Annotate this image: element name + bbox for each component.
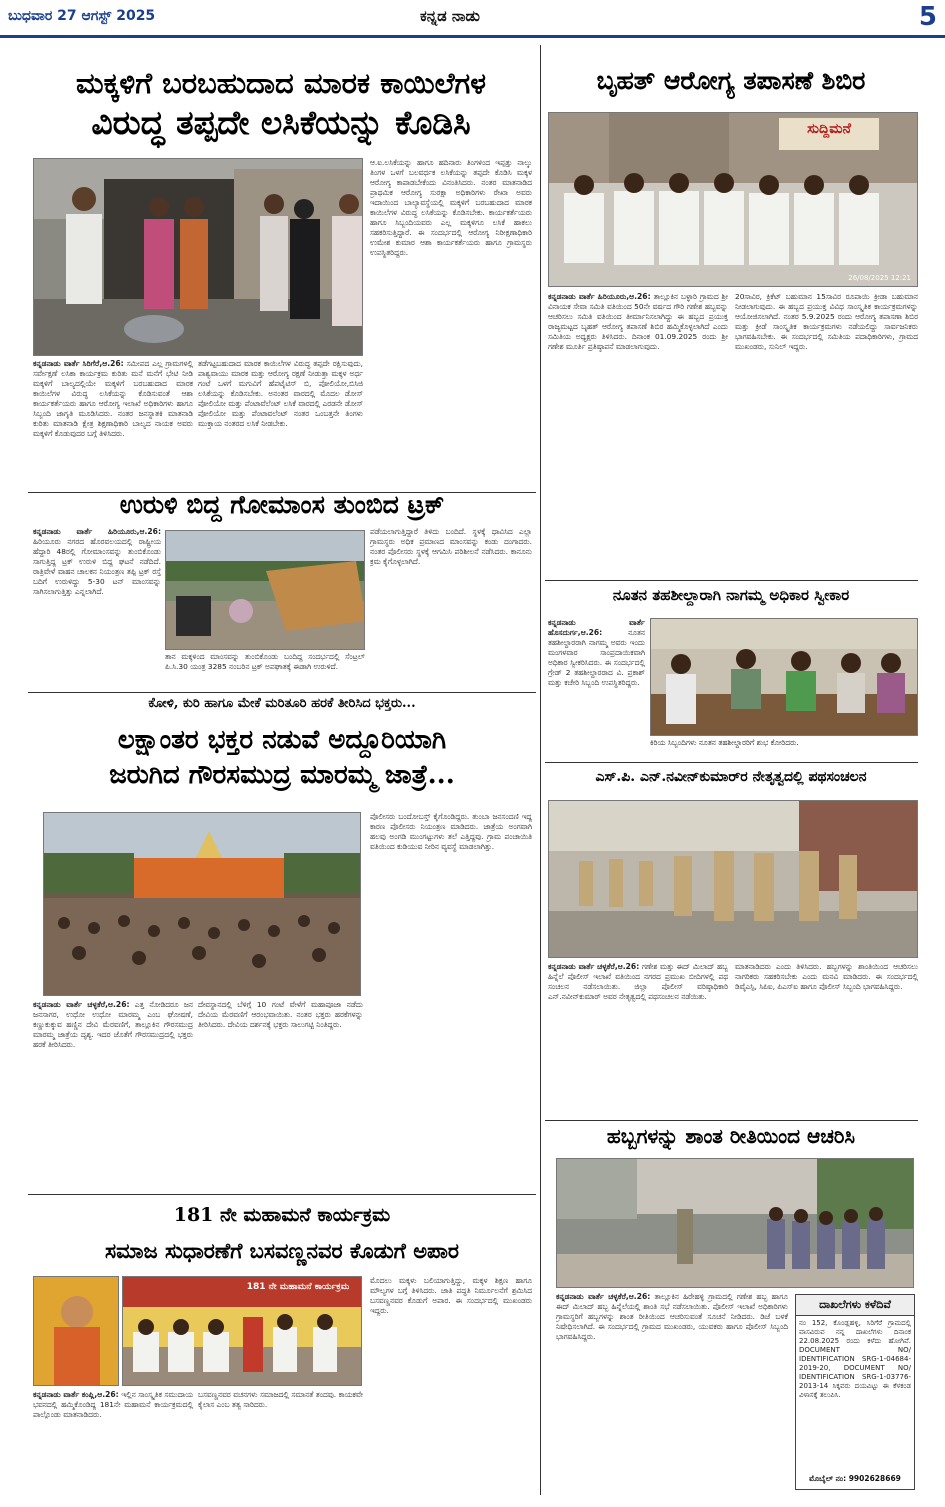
notice-body: ನಂ 152, ಕೊಂಡ್ಲಹಳ್ಳಿ, ಸಿರಿಗೆರೆ ಗ್ರಾಮದಲ್ಲಿ ವಾಸವಿರುವ ನನ್ನ ದಾಖಲೆಗಳು ದಿನಾಂಕ 22.08.2025 ರಂದು ಕಳೆದು ಹೋಗಿವೆ. DOCUMENT NO/ IDENTIFICATION SRG-1-04684-2019-20, DOCUMENT NO/ IDENTIFICATION SRG-1-03776-2013-14 ಸಿಕ್ಕವರು ದಯವಿಟ್ಟು ಈ ಕೆಳಕಂಡ ವಿಳಾಸಕ್ಕೆ ತಲುಪಿಸಿ. xyxy=(799,1319,911,1399)
story2-col1-text: ತಾಲ್ಲೂಕಿನ ಬಳ್ಳಾರಿ ಗ್ರಾಮದ ಶ್ರೀ ವಿನಾಯಕ ಸೇವಾ ಸಮಿತಿ ವತಿಯಿಂದ 50ನೇ ವರ್ಷದ ಗೌರಿ ಗಣೇಶ ಹಬ್ಬವನ್ನು ಆಚರಿಸಲು ಸಮಿತಿ ವತಿಯಿಂದ ತೀರ್ಮಾನಿಸಲಾಗಿದ್ದು ಈ ಹಬ್ಬದ ಪ್ರಯುಕ್ತ ರಾಜ್ಯಮಟ್ಟದ ಬೃಹತ್ ಆರೋಗ್ಯ ತಪಾಸಣೆ ಶಿಬಿರ ಹಮ್ಮಿಕೊಳ್ಳಲಾಗಿದೆ ಎಂದು ಸಮಿತಿಯ ಅಧ್ಯಕ್ಷರು ತಿಳಿಸಿದರು. ದಿನಾಂಕ 01.09.2025 ರಂದು ಶ್ರೀ ಗಣೇಶ ಮೂರ್ತಿ ಪ್ರತಿಷ್ಠಾಪನೆ ಮಾಡಲಾಗುವುದು. xyxy=(548,292,728,351)
story6-col1 xyxy=(548,962,728,1120)
story1-dateline: ಸಿರಿಗೆರೆ,ಆ.26: xyxy=(82,359,124,368)
story7-col1-text: ಇಲ್ಲಿನ ಸಾಂಸ್ಕೃತಿಕ ಸಮುದಾಯ ಭವನದಲ್ಲಿ ಹಮ್ಮಿಕೊಂಡಿದ್ದ 181ನೇ ಮಹಾಮನೆ ಕಾರ್ಯಕ್ರಮದಲ್ಲಿ ಪಾಲ್ಗೊಂಡು ಮಾತನಾಡಿದರು. xyxy=(33,1390,193,1419)
divider xyxy=(28,1194,536,1195)
story4-caption: ಕಿರಿಯ ಸಿಬ್ಬಂದಿಗಳು ನೂತನ ತಹಶೀಲ್ದಾರರಿಗೆ ಶುಭ ಕೋರಿದರು. xyxy=(650,738,799,747)
story1-col2: ತಡೆಗಟ್ಟಬಹುದಾದ ಮಾರಕ ಕಾಯಿಲೆಗಳ ವಿರುದ್ಧ ತಪ್ಪದೇ ರಕ್ಷಿಸುವುದು, ಪಾಶ್ವವಾಯು ಮಾರಕ ಮತ್ತು ಆರೋಗ್ಯ ರಕ್ಷಣೆ ನೀಡುತ್ತಾ ಮಕ್ಕಳ ಅರ್ಧ ಗಂಟೆ ಒಳಗೆ ಮಗುವಿಗೆ ಹೆಪಟೈಟಿಸ್ ಬಿ, ಪೋಲಿಯೋ,ಬಿಸಿಜಿ ಲಸಿಕೆಯನ್ನು ಕೊಡಿಸಬೇಕು. ಅನಂತರ ವಾರದಲ್ಲಿ ಮೊದಲ ಡೋಸ್ ಪೋಲಿಯೋ ಮತ್ತು ಪೆಂಟಾವೆಲೆಂಟ್ ಲಸಿಕೆ ವಾರದಲ್ಲಿ ಎರಡನೇ ಡೋಸ್ ಪೋಲಿಯೋ ಮತ್ತು ಪೆಂಟಾವಲೆಂಟ್ ನಂತರ ಒಂಬತ್ತನೇ ತಿಂಗಳು ಮುಕ್ತಾಯ ನಂತರದ ಲಸಿಕೆ ನೀಡಬೇಕು. xyxy=(198,359,363,428)
jatre-photo xyxy=(43,812,361,996)
divider xyxy=(28,692,536,693)
story2-byline: ಕನ್ನಡನಾಡು ವಾರ್ತೆ xyxy=(548,292,595,301)
story1-col3: ಆ.ಐ.ಲಸಿಕೆಯನ್ನು ಹಾಗೂ ಹದಿನಾರು ತಿಂಗಳಿಂದ ಇಪ್ಪತ್ತು ನಾಲ್ಕು ತಿಂಗಳ ಒಳಗೆ ಬಲವರ್ಧಕ ಲಸಿಕೆಯನ್ನು ತಪ್ಪದೇ ಕೊಡಿಸಿ ಮಕ್ಕಳ ಆರೋಗ್ಯ ಕಾಪಾಡಬೇಕೆಂದು ವಿನಂತಿಸಿದರು. ನಂತರ ಮಾತನಾಡಿದ ಪ್ರಾಥಮಿಕ ಆರೋಗ್ಯ ಸುರಕ್ಷಾ ಅಧಿಕಾರಿಗಳು ರೇಖಾ ಅವರು ಇದಾಯಿಂದ ಬಾಲ್ಯಾವಸ್ಥೆಯಲ್ಲಿ ಮಕ್ಕಳಿಗೆ ಬರಬಹುದಾದ ಮಾರಕ ಕಾಯಿಲೆಗಳ ವಿರುದ್ಧ ಲಸಿಕೆಯನ್ನು ಕೊಡಿಸಬೇಕು. ಕಾರ್ಯಕರ್ತೆಯರು ಹಾಗೂ ಸಿಬ್ಬಂದಿಯವರು ಎಲ್ಲ ಮಕ್ಕಳಿಗೂ ಲಸಿಕೆ ಹಾಕಲು ಸಹಕರಿಸುತ್ತಿದ್ದಾರೆ. ಈ ಸಂದರ್ಭದಲ್ಲಿ ಆರೋಗ್ಯ ನಿರೀಕ್ಷಣಾಧಿಕಾರಿ ಉಮೇಶ ಕುಮಾರ ಆಶಾ ಕಾರ್ಯಕರ್ತೆಯರು ಹಾಗೂ ಗ್ರಾಮಸ್ಥರು ಉಪಸ್ಥಿತರಿದ್ದರು. xyxy=(370,158,532,257)
story5-col1-text: ಎತ್ತ ನೋಡಿದರೂ ಜನ ಜನಸಾಗರ, ಉಧೋ ಉಧೋ ಮಾರಮ್ಮ ಎಂಬ ಘೋಷಣೆ, ಕಣ್ಣುಕುಕ್ಕುವ ಹಣ್ಣಿನ ದೇವಿ ಮೆರವಣಿಗೆ, ತಾಲ್ಲೂಕಿನ ಗೌರಸಮುದ್ರ ಮಾರಮ್ಮ ಜಾತ್ರೆಯ ದೃಶ್ಯ. ಇದರ ಜೊತೆಗೆ ಗೌರಸಮುದ್ರದಲ್ಲಿ ಭಕ್ತರು ಹರಕೆ ತೀರಿಸಿದರು. xyxy=(33,1000,193,1049)
story3-byline: ಕನ್ನಡನಾಡು ವಾರ್ತೆ xyxy=(33,527,93,536)
photo-banner-text: ಸುದ್ದಿಮನೆ xyxy=(807,121,851,137)
story7-kicker: 181 ನೇ ಮಹಾಮನೆ ಕಾರ್ಯಕ್ರಮ xyxy=(173,1204,391,1226)
story2-headline: ಬೃಹತ್ ಆರೋಗ್ಯ ತಪಾಸಣೆ ಶಿಬಿರ xyxy=(596,66,866,95)
police-march-photo xyxy=(548,800,918,958)
page-header xyxy=(0,0,945,38)
story8-byline: ಕನ್ನಡನಾಡು ವಾರ್ತೆ xyxy=(556,1292,604,1301)
story6-byline: ಕನ್ನಡನಾಡು ವಾರ್ತೆ xyxy=(548,962,595,971)
truck-accident-photo xyxy=(165,530,365,650)
story8-dateline: ಚಳ್ಳಕೆರೆ,ಆ.26: xyxy=(608,1292,651,1301)
story3-caption: ತಾನ ಮಕ್ಕಳಿಂದ ಮಾಂಸವನ್ನು ತುಂಬಿಕೊಂಡು ಬಂದಿದ್ದ ಸಂದರ್ಭದಲ್ಲಿ ಸೆಂಟ್ರಲ್ ಪಿ.ಸಿ.30 ಯಂತ್ರ 3285 ನಂಬರಿನ ಟ್ರಕ್ ಅಪಘಾತಕ್ಕೆ ಈಡಾಗಿ ಉರುಳಿದೆ. xyxy=(165,652,365,671)
divider xyxy=(545,1120,918,1121)
story5-col1 xyxy=(33,1000,193,1190)
story5-dateline: ಚಳ್ಳಕೆರೆ,ಆ.26: xyxy=(87,1000,130,1009)
story6-headline: ಎಸ್.ಪಿ. ಎನ್.ನವೀನ್‌ಕುಮಾರ್‌ರ ನೇತೃತ್ವದಲ್ಲಿ ಪಥಸಂಚಲನ xyxy=(595,769,867,785)
story5-col3: ಪೊಲೀಸರು ಬಂದೋಬಸ್ತ್ ಕೈಗೊಂಡಿದ್ದರು. ತುಂಬಾ ಜನಸಂದಣಿ ಇದ್ದ ಕಾರಣ ಪೊಲೀಸರು ನಿಯಂತ್ರಣ ಮಾಡಿದರು. ಜಾತ್ರೆಯ ಅಂಗವಾಗಿ ಹಲವು ಅಂಗಡಿ ಮುಂಗಟ್ಟುಗಳು ತಲೆ ಎತ್ತಿದ್ದವು. ಗ್ರಾಮ ಪಂಚಾಯಿತಿ ವತಿಯಿಂದ ಕುಡಿಯುವ ನೀರಿನ ವ್ಯವಸ್ಥೆ ಮಾಡಲಾಗಿತ್ತು. xyxy=(370,812,532,851)
story8-body xyxy=(556,1292,788,1490)
story7-dateline: ಕಂಪ್ಲಿ,ಆ.26: xyxy=(81,1390,119,1399)
story6-dateline: ಚಳ್ಳಕೆರೆ,ಆ.26: xyxy=(597,962,640,971)
story5-col2: ದೇವಸ್ಥಾನದಲ್ಲಿ ಬೆಳಿಗ್ಗೆ 10 ಗಂಟೆ ವೇಳೆಗೆ ಮಹಾಪೂಜಾ ನಡೆದು ದೇವಿಯ ಮೆರವಣಿಗೆ ಆರಂಭವಾಯಿತು. ನಂತರ ಭಕ್ತರು ಹರಕೆಗಳನ್ನು ತೀರಿಸಿದರು. ದೇವಿಯ ದರ್ಶನಕ್ಕೆ ಭಕ್ತರು ಸಾಲುಗಟ್ಟಿ ನಿಂತಿದ್ದರು. xyxy=(198,1000,363,1029)
story6-col2: ಮಾತನಾಡಿದರು ಎಂದು ತಿಳಿಸಿದರು. ಹಬ್ಬಗಳನ್ನು ಶಾಂತಿಯಿಂದ ಆಚರಿಸಲು ನಾಗರಿಕರು ಸಹಕರಿಸಬೇಕು ಎಂದು ಮನವಿ ಮಾಡಿದರು. ಈ ಸಂದರ್ಭದಲ್ಲಿ ಡಿವೈಎಸ್ಪಿ, ಸಿಪಿಐ, ಪಿಎಸ್ಐ ಹಾಗೂ ಪೊಲೀಸ್ ಸಿಬ್ಬಂದಿ ಭಾಗವಹಿಸಿದ್ದರು. xyxy=(735,962,918,991)
health-camp-photo xyxy=(548,112,918,287)
masthead: ಕನ್ನಡ ನಾಡು xyxy=(420,7,480,25)
story5-byline: ಕನ್ನಡನಾಡು ವಾರ್ತೆ xyxy=(33,1000,83,1009)
lost-documents-notice xyxy=(795,1294,915,1490)
photo-banner-text: 181 ನೇ ಮಹಾಮನೆ ಕಾರ್ಯಕ್ರಮ xyxy=(246,1282,350,1292)
divider xyxy=(545,762,918,763)
story4-byline: ಕನ್ನಡನಾಡು ವಾರ್ತೆ xyxy=(548,618,645,627)
story1-headline-line1: ಮಕ್ಕಳಿಗೆ ಬರಬಹುದಾದ ಮಾರಕ ಕಾಯಿಲೆಗಳ xyxy=(76,66,486,100)
basavanna-portrait xyxy=(33,1276,119,1386)
story2-col1 xyxy=(548,292,728,577)
story5-kicker: ಕೋಳಿ, ಕುರಿ ಹಾಗೂ ಮೇಕೆ ಮರಿತೂರಿ ಹರಕೆ ತೀರಿಸಿದ ಭಕ್ತರು... xyxy=(148,696,416,711)
story8-body-text: ತಾಲ್ಲೂಕಿನ ಹಿರೇಹಳ್ಳಿ ಗ್ರಾಮದಲ್ಲಿ ಗಣೇಶ ಹಬ್ಬ ಹಾಗೂ ಈದ್ ಮಿಲಾದ್ ಹಬ್ಬ ಹಿನ್ನೆಲೆಯಲ್ಲಿ ಶಾಂತಿ ಸಭೆ ನಡೆಸಲಾಯಿತು. ಪೊಲೀಸ್ ಇಲಾಖೆ ಅಧಿಕಾರಿಗಳು ಗ್ರಾಮಸ್ಥರಿಗೆ ಹಬ್ಬಗಳನ್ನು ಶಾಂತ ರೀತಿಯಿಂದ ಆಚರಿಸುವಂತೆ ಸೂಚನೆ ನೀಡಿದರು. ಡಿಜೆ ಬಳಕೆ ನಿಷೇಧಿಸಲಾಗಿದೆ. ಈ ಸಂದರ್ಭದಲ್ಲಿ ಗ್ರಾಮದ ಮುಖಂಡರು, ಯುವಕರು ಹಾಗೂ ಪೊಲೀಸ್ ಸಿಬ್ಬಂದಿ ಭಾಗವಹಿಸಿದ್ದರು. xyxy=(556,1292,788,1341)
column-divider xyxy=(540,45,541,1495)
story1-col1 xyxy=(33,359,193,490)
story1-headline-line2: ವಿರುದ್ಧ ತಪ್ಪದೇ ಲಸಿಕೆಯನ್ನು ಕೊಡಿಸಿ xyxy=(91,103,471,142)
story4-body xyxy=(548,618,645,738)
story7-col2: ಬಸವಣ್ಣನವರ ವಚನಗಳು ಸಮಾಜದಲ್ಲಿ ಸಮಾನತೆ ತಂದವು. ಕಾಯಕವೇ ಕೈಲಾಸ ಎಂಬ ತತ್ವ ಸಾರಿದರು. xyxy=(198,1390,363,1409)
story7-col1 xyxy=(33,1390,193,1490)
story6-col1-text: ಗಣೇಶ ಮತ್ತು ಈದ್ ಮಿಲಾದ್ ಹಬ್ಬ ಹಿನ್ನೆಲೆ ಪೊಲೀಸ್ ಇಲಾಖೆ ವತಿಯಿಂದ ನಗರದ ಪ್ರಮುಖ ಬೀದಿಗಳಲ್ಲಿ ಪಥ ಸಂಚಲನ ನಡೆಸಲಾಯಿತು. ಜಿಲ್ಲಾ ಪೊಲೀಸ್ ವರಿಷ್ಠಾಧಿಕಾರಿ ಎನ್.ನವೀನ್‌ಕುಮಾರ್ ಅವರ ನೇತೃತ್ವದಲ್ಲಿ ಪಥಸಂಚಲನ ನಡೆಯಿತು. xyxy=(548,962,728,1001)
story8-headline: ಹಬ್ಬಗಳನ್ನು ಶಾಂತ ರೀತಿಯಿಂದ ಆಚರಿಸಿ xyxy=(606,1124,856,1148)
story2-dateline: ಹಿರಿಯೂರು,ಆ.26: xyxy=(597,292,651,301)
divider xyxy=(545,580,918,581)
tahsildar-photo xyxy=(650,618,918,736)
story3-headline: ಉರುಳಿ ಬಿದ್ದ ಗೋಮಾಂಸ ತುಂಬಿದ ಟ್ರಕ್ xyxy=(119,490,445,519)
mahamane-photo xyxy=(122,1276,362,1386)
notice-title: ದಾಖಲೆಗಳು ಕಳೆದಿವೆ xyxy=(796,1295,914,1316)
story3-col1-text: ಹಿರಿಯೂರು ನಗರದ ಹೊರವಲಯದಲ್ಲಿ ರಾಷ್ಟ್ರೀಯ ಹೆದ್ದಾರಿ 48ರಲ್ಲಿ ಗೋಮಾಂಸವನ್ನು ತುಂಬಿಕೊಂಡು ಸಾಗುತ್ತಿದ್ದ ಟ್ರಕ್ ಉರುಳಿ ಬಿದ್ದ ಘಟನೆ ನಡೆದಿದೆ. ರಾತ್ರಿವೇಳೆ ವಾಹನ ಚಾಲಕನ ನಿಯಂತ್ರಣ ತಪ್ಪಿ ಟ್ರಕ್ ರಸ್ತೆ ಬದಿಗೆ ಉರುಳಿದ್ದು 5-30 ಟನ್ ಮಾಂಸವನ್ನು ಸಾಗಿಸಲಾಗುತ್ತಿತ್ತು ಎನ್ನಲಾಗಿದೆ. xyxy=(33,537,161,596)
story7-byline: ಕನ್ನಡನಾಡು ವಾರ್ತೆ xyxy=(33,1390,80,1399)
story4-dateline: ಹೊಸದುರ್ಗ,ಆ.26: xyxy=(548,628,603,637)
story3-col1 xyxy=(33,527,161,687)
story1-col1-text: ಸಮೀಪದ ಎಲ್ಲ ಗ್ರಾಮಗಳಲ್ಲಿ ಸರ್ವೇಕ್ಷಣೆ ಲಸಿಕಾ ಕಾರ್ಯಕ್ರಮ ಕುರಿತು ಮನೆ ಮನೆಗೆ ಭೇಟಿ ನೀಡಿ ಮಕ್ಕಳಿಗೆ ಬಾಲ್ಯದಲ್ಲಿಯೇ ಮಕ್ಕಳಿಗೆ ಬರಬಹುದಾದ ಮಾರಕ ಕಾಯಿಲೆಗಳ ವಿರುದ್ಧ ಲಸಿಕೆಯನ್ನು ಕೊಡಿಸುವಂತೆ ಆಶಾ ಕಾರ್ಯಕರ್ತೆಯರು ಹಾಗೂ ಆರೋಗ್ಯ ಇಲಾಖೆ ಅಧಿಕಾರಿಗಳು ಹಾಗೂ ಸಿಬ್ಬಂದಿ ಜಾಗೃತಿ ಮೂಡಿಸಿದರು. ನಂತರ ಜನಸ್ನಾತಕಿ ಮಾತನಾಡಿ ಕುರಿತು ಮಾತನಾಡಿ ಕ್ಷೇತ್ರ ಶಿಕ್ಷಣಾಧಿಕಾರಿ ಬಾಲ್ಯದ ನಾಯಕ ಅವರು ಮಕ್ಕಳಿಗೆ ಕೊಡುವುದರ ಬಗ್ಗೆ ತಿಳಿಸಿದರು. xyxy=(33,359,193,438)
page-number: 5 xyxy=(918,2,937,32)
story7-headline: ಸಮಾಜ ಸುಧಾರಣೆಗೆ ಬಸವಣ್ಣನವರ ಕೊಡುಗೆ ಅಪಾರ xyxy=(104,1238,460,1263)
peace-meeting-photo xyxy=(556,1158,914,1288)
story2-col2: 20ಸಾವಿರ, ಕ್ರಿಕೆಟ್ ಬಹುಮಾನ 15ಸಾವಿರ ರೂಪಾಯಿ ಕ್ರೀಡಾ ಬಹುಮಾನ ನೀಡಲಾಗುವುದು. ಈ ಹಬ್ಬದ ಪ್ರಯುಕ್ತ ವಿವಿಧ ಸಾಂಸ್ಕೃತಿಕ ಕಾರ್ಯಕ್ರಮಗಳನ್ನು ಆಯೋಜಿಸಲಾಗಿದೆ. ನಂತರ 5.9.2025 ರಂದು ಆರೋಗ್ಯ ತಪಾಸಣಾ ಶಿಬಿರ ಮತ್ತು ಕ್ರೀಡೆ ಸಾಂಸ್ಕೃತಿಕ ಕಾರ್ಯಕ್ರಮಗಳು ನಡೆಯಲಿದ್ದು ಸಾರ್ವಜನಿಕರು ಭಾಗವಹಿಸಬೇಕು. ಈ ಸಂದರ್ಭದಲ್ಲಿ ಸಮಿತಿಯ ಪದಾಧಿಕಾರಿಗಳು, ಗ್ರಾಮದ ಮುಖಂಡರು, ಸುನಿಲ್ ಇದ್ದರು. xyxy=(735,292,918,351)
story5-headline-line2: ಜರುಗಿದ ಗೌರಸಮುದ್ರ ಮಾರಮ್ಮ ಜಾತ್ರೆ... xyxy=(109,760,455,790)
issue-date: ಬುಧವಾರ 27 ಆಗಸ್ಟ್ 2025 xyxy=(8,8,156,24)
notice-contact: ಮೊಬೈಲ್ ನಂ: 9902628669 xyxy=(809,1474,901,1483)
story3-dateline: ಹಿರಿಯೂರು,ಆ.26: xyxy=(107,527,161,536)
vaccination-photo xyxy=(33,158,363,356)
story5-headline-line1: ಲಕ್ಷಾಂತರ ಭಕ್ತರ ನಡುವೆ ಅದ್ದೂರಿಯಾಗಿ xyxy=(117,725,447,755)
story4-body-text: ನೂತನ ತಹಶೀಲ್ದಾರರಾಗಿ ನಾಗಮ್ಮ ಅವರು ಇಂದು ಮಂಗಳವಾರ ಸಾಂಪ್ರದಾಯಿಕವಾಗಿ ಅಧಿಕಾರ ಸ್ವೀಕರಿಸಿದರು. ಈ ಸಂದರ್ಭದಲ್ಲಿ ಗ್ರೇಡ್ 2 ತಹಶೀಲ್ದಾರರಾದ ವಿ. ಪ್ರಕಾಶ್ ಮತ್ತು ಕಚೇರಿ ಸಿಬ್ಬಂದಿ ಉಪಸ್ಥಿತರಿದ್ದರು. xyxy=(548,628,645,687)
story4-headline: ನೂತನ ತಹಶೀಲ್ದಾರಾಗಿ ನಾಗಮ್ಮ ಅಧಿಕಾರ ಸ್ವೀಕಾರ xyxy=(612,586,850,604)
story1-byline: ಕನ್ನಡನಾಡು ವಾರ್ತೆ xyxy=(33,359,80,368)
photo-timestamp: 26/08/2025 12:21 xyxy=(848,274,911,282)
story3-col2: ಪಡೆಯಲಾಗುತ್ತಿದ್ದಾರೆ ತಿಳಿದು ಬಂದಿದೆ. ಸ್ಥಳಕ್ಕೆ ಧಾವಿಸಿದ ಎಲ್ಲಾ ಗ್ರಾಮಸ್ಥರು ಅಧಿಕ ಪ್ರಮಾಣದ ಮಾಂಸವನ್ನು ಕಂಡು ದಂಗಾದರು. ನಂತರ ಪೊಲೀಸರು ಸ್ಥಳಕ್ಕೆ ಆಗಮಿಸಿ ಪರಿಶೀಲನೆ ನಡೆಸಿದರು. ಕಾನೂನು ಕ್ರಮ ಕೈಗೊಳ್ಳಲಾಗಿದೆ. xyxy=(370,527,532,566)
story7-col3: ಮೊದಲು ಮಕ್ಕಳು ಬಲಿಯಾಗುತ್ತಿದ್ದು, ಮಕ್ಕಳ ಶಿಕ್ಷಣ ಹಾಗೂ ಮೌಲ್ಯಗಳ ಬಗ್ಗೆ ತಿಳಿಸಿದರು. ಜಾತಿ ಪದ್ಧತಿ ನಿರ್ಮೂಲನೆಗೆ ಶ್ರಮಿಸಿದ ಬಸವಣ್ಣನವರ ಕೊಡುಗೆ ಅಪಾರ. ಈ ಸಂದರ್ಭದಲ್ಲಿ ಮುಖಂಡರು ಇದ್ದರು. xyxy=(370,1276,532,1315)
